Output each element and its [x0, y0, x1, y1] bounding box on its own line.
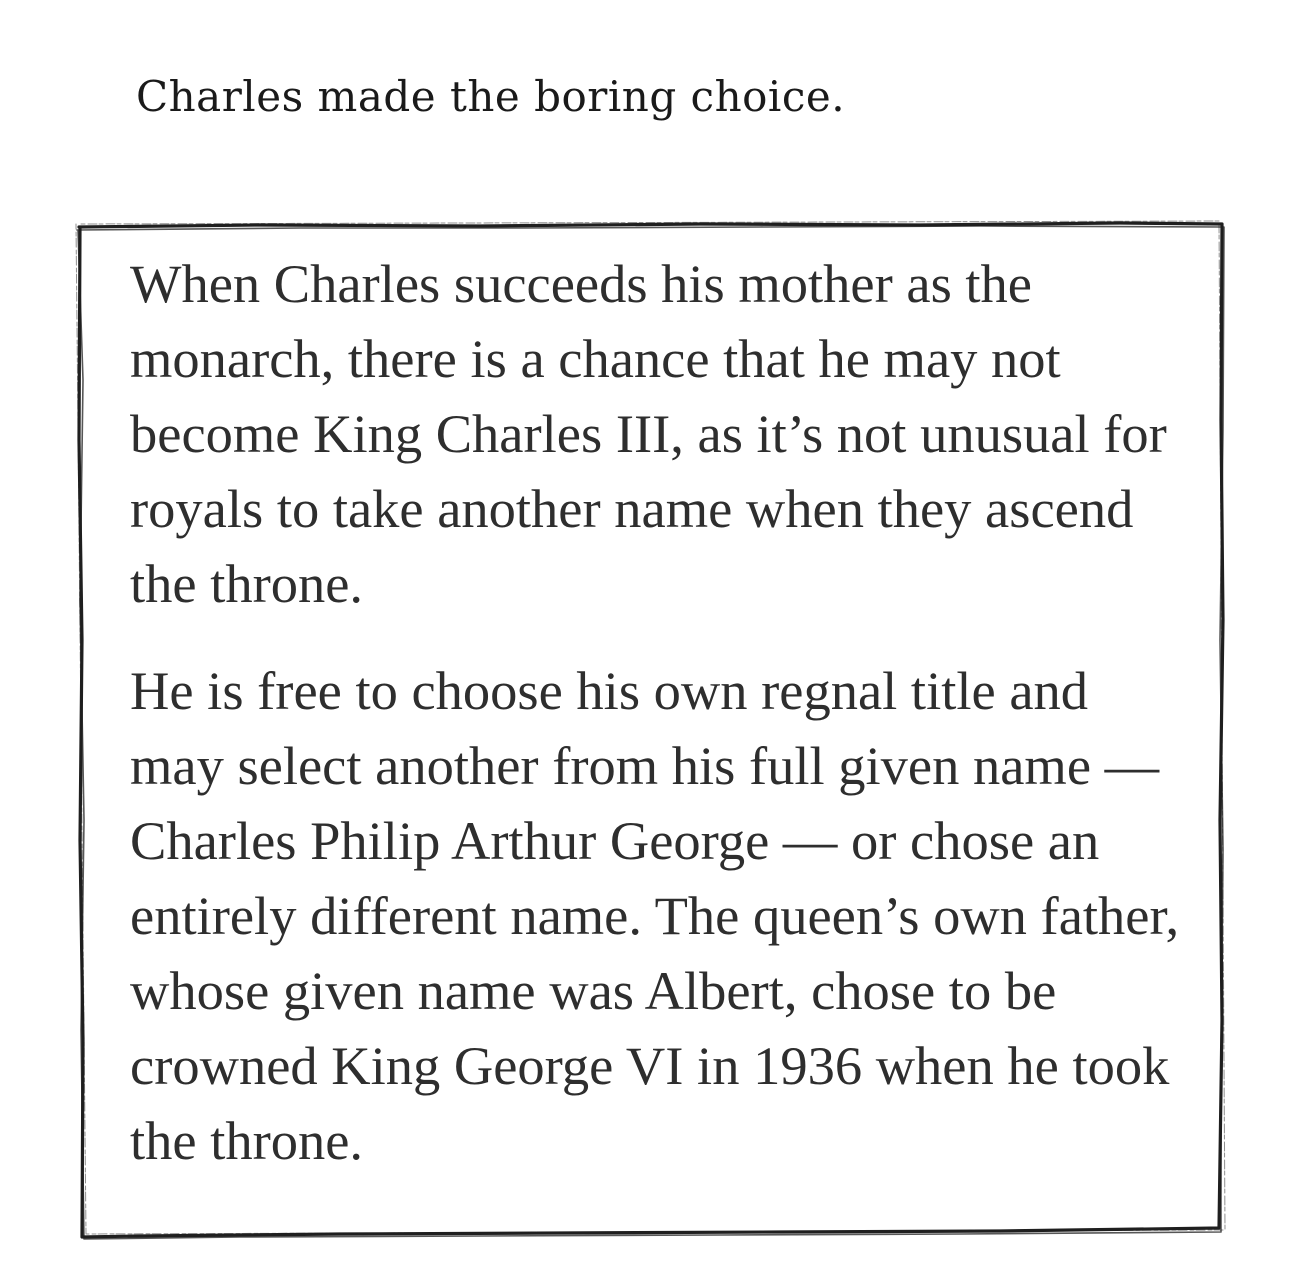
quote-paragraph-1: When Charles succeeds his mother as the monarch, there is a chance that he may not become King Charles III, as it’s not unusual for royals to take another name when they ascend the throne. — [130, 253, 1167, 614]
caption-heading: Charles made the boring choice. — [136, 72, 846, 121]
quote-box — [130, 246, 1190, 1210]
quote-paragraph-2: He is free to choose his own regnal title and may select another from his full given name — Charles Philip Arthur George — or chose an entirely different name. The queen’s own father, whose given name was Albert, chose to be crowned King George VI in 1936 when he took the throne. — [130, 660, 1180, 1171]
